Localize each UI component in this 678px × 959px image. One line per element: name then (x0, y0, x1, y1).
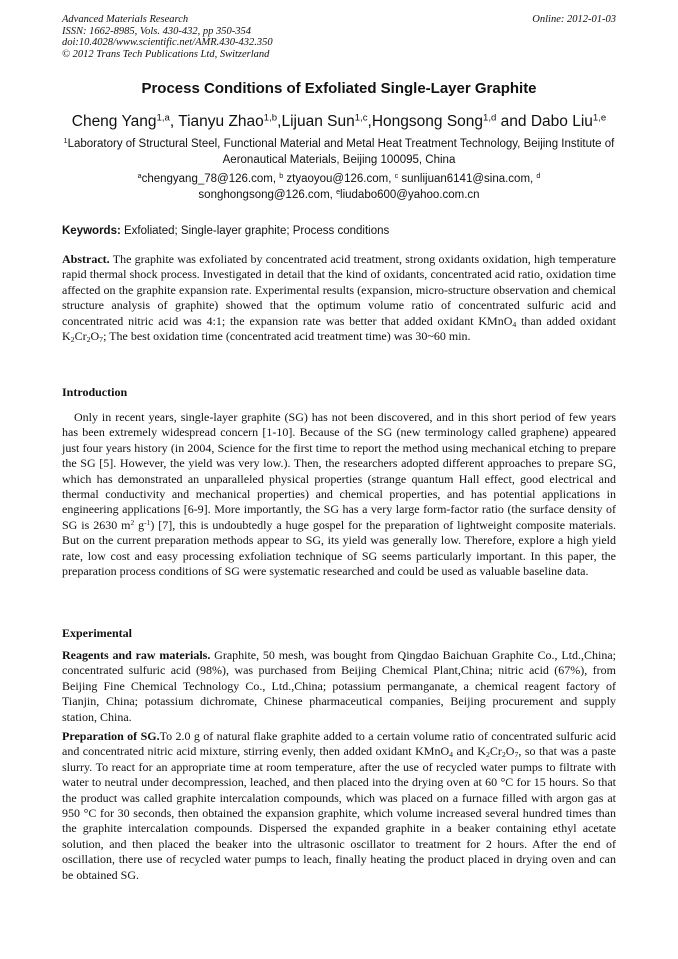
paragraph-text: Graphite, 50 mesh, was bought from Qingdao Baichuan Graphite Co., Ltd.,China; concentrated sulfuric acid (98%), was purchased from Beijing Chemical Plant,China; nitric acid (67%), from Beijing Fine Chemical Technology Co., Ltd.,China; potassium permanganate, a chemical reagent factory of Tianjin, China; potassium dichromate, Chinese pharmaceutical companies, Beijing procurement and supply station, China. (62, 648, 616, 724)
author-name: Cheng Yang (71, 113, 157, 130)
email-mark: a (137, 172, 142, 181)
author-list: Cheng Yang$^{1,a}$, Tianyu Zhao$^{1,b}$,Lijuan Sun$^{1,c}$,Hongsong Song$^{1,d}$ and Dabo Liu$^{1,e}$ (71, 112, 607, 130)
subscript: 7 (99, 334, 104, 344)
email-mark: e (336, 188, 341, 197)
email-mark: d (536, 172, 541, 181)
journal-header (62, 14, 616, 60)
author-name: Tianyu Zhao (178, 113, 264, 130)
paragraph-text: Only in recent years, single-layer graphite (SG) has not been discovered, and in this short period of few years has been extremely widespread concern [1-10]. Because of the SG (new terminology called graphene) appeared just four years history (in 2004, Science for the first time to report the method using mechanical etching to prepare the SG [5]. However, the yield was very low.). Then, the researchers adopted different approaches to prepare SG, which has demonstrated an unparalleled physical properties (strange quantum Hall effect, good electrical and thermal conductivity and mechanical properties) and chemical properties, and has potential applications in engineering applications [6-9]. More importantly, the SG has a very large form-factor ratio (the surface density of SG is 2630 m (62, 410, 616, 532)
superscript: -1 (144, 517, 151, 527)
author-affiliation-mark: 1,a (156, 112, 170, 124)
keywords (62, 224, 616, 239)
introduction-paragraph (62, 410, 616, 579)
author-name: Hongsong Song (371, 113, 484, 130)
email-mark: c (394, 172, 399, 181)
abstract-text: than added oxidant K (62, 313, 616, 344)
subscript: 4 (449, 750, 454, 760)
preparation-paragraph (62, 729, 616, 883)
reagents-paragraph (62, 648, 616, 725)
author-affiliation-mark: 1,d (483, 112, 497, 124)
subscript: 2 (70, 334, 75, 344)
abstract-label: Abstract. (62, 252, 110, 266)
affiliation (62, 137, 616, 168)
subscript: 2 (86, 334, 91, 344)
abstract-text: Cr (74, 329, 87, 344)
section-heading-introduction: Introduction (62, 385, 128, 399)
email-mark: b (279, 172, 284, 181)
subscript: 4 (512, 319, 517, 329)
reagents-label: Reagents and raw materials. (62, 648, 211, 662)
paragraph-text: g (134, 517, 145, 532)
author-affiliation-mark: 1,b (263, 112, 278, 124)
abstract-text: ; The best oxidation time (concentrated acid treatment time) was 30~60 min. (103, 329, 471, 344)
paragraph-text: , so that was a paste slurry. To react for an appropriate time at room temperature, after the use of recycled water pumps to filtrate with water to neutral under decompression, leached, and then placed into the drying oven at 60 °C for 15 hours. So that the product was called graphite intercalation compounds, which was placed on a furnace filled with argon gas at 950 °C for 30 seconds, then obtained the expansion graphite, which volume increased several hundred times than the graphite intercalation compounds. Dispersed the expanded graphite in a beaker containing ethyl acetate solution, and then placed the beaker into the ultrasonic oscillator to treatment for 2 hours. After the end of oscillation, there use of recycled water pumps to leach, finally heating the product placed in drying oven and can be obtained SG. (62, 744, 617, 882)
author-name: Dabo Liu (530, 113, 593, 130)
abstract (62, 252, 616, 344)
keywords-text: Exfoliated; Single-layer graphite; Process conditions (124, 225, 390, 237)
paragraph-text: Cr (489, 744, 502, 759)
email-address: chengyang_78@126.com (141, 173, 273, 185)
author-affiliation-mark: 1,c (354, 112, 368, 124)
paragraph-text: To 2.0 g of natural flake graphite added to a certain volume ratio of concentrated sulfuric acid and concentrated nitric acid mixture, stirring evenly, then added oxidant KMnO (62, 729, 616, 759)
email-address: sunlijuan6141@sina.com (401, 173, 531, 185)
copyright-line: © 2012 Trans Tech Publications Ltd, Switzerland (62, 48, 270, 60)
email-address: liudabo600@yahoo.com.cn (340, 189, 480, 201)
journal-name: Advanced Materials Research (62, 14, 189, 25)
email-address: songhongsong@126.com (198, 189, 330, 201)
keywords-label: Keywords: (62, 225, 121, 237)
subscript: 2 (485, 750, 490, 760)
subscript: 7 (514, 750, 519, 760)
subscript: 2 (501, 750, 506, 760)
affiliation-mark: 1 (63, 137, 68, 146)
paragraph-text: O (505, 744, 515, 759)
author-affiliation-mark: 1,e (592, 112, 607, 124)
author-name: Lijuan Sun (281, 113, 355, 130)
paragraph-text: and K (453, 744, 486, 759)
online-date: Online: 2012-01-03 (532, 14, 616, 25)
abstract-text: The graphite was exfoliated by concentrated acid treatment, strong oxidants oxidation, high temperature rapid thermal shock process. Investigated in detail that the kind of oxidants, concentrated acid ratio, oxidation time affected on the graphite expansion rate. Experimental results (expansion, micro-structure observation and chemical structure analysis of graphite) showed that the optimum volume ratio of concentrated sulfuric acid and concentrated nitric acid was 4:1; the expansion rate was better that added oxidant KMnO (62, 252, 616, 328)
issn-line: ISSN: 1662-8985, Vols. 430-432, pp 350-354 (62, 25, 251, 37)
preparation-label: Preparation of SG. (62, 729, 160, 743)
affiliation-text: Laboratory of Structural Steel, Functional Material and Metal Heat Treatment Technology, Beijing Institute of Aeronautical Materials, Beijing 100095, China (67, 138, 615, 166)
paragraph-text: ) [7], this is undoubtedly a huge gospel for the preparation of lightweight composite materials. But on the current preparation methods appear to SG, its yield was generally low. Therefore, explore a high yield rate, low cost and easy processing exfoliation technique of SG seems particularly important. In this paper, the preparation process conditions of SG were systematic researched and could be used as valuable baseline data. (62, 517, 616, 579)
email-address: ztyaoyou@126.com (286, 173, 389, 185)
abstract-text: O (90, 329, 100, 344)
section-heading-experimental: Experimental (62, 626, 132, 640)
superscript: 2 (130, 517, 135, 527)
doi-line: doi:10.4028/www.scientific.net/AMR.430-432.350 (62, 37, 273, 48)
email-list: $^a$chengyang_78@126.com, $^b$ ztyaoyou@126.com, $^c$ sunlijuan6141@sina.com, $^d$ songhongsong@126.com, $^e$liudabo600@yahoo.com.cn (137, 172, 541, 201)
paper-title: Process Conditions of Exfoliated Single-Layer Graphite (141, 80, 537, 97)
